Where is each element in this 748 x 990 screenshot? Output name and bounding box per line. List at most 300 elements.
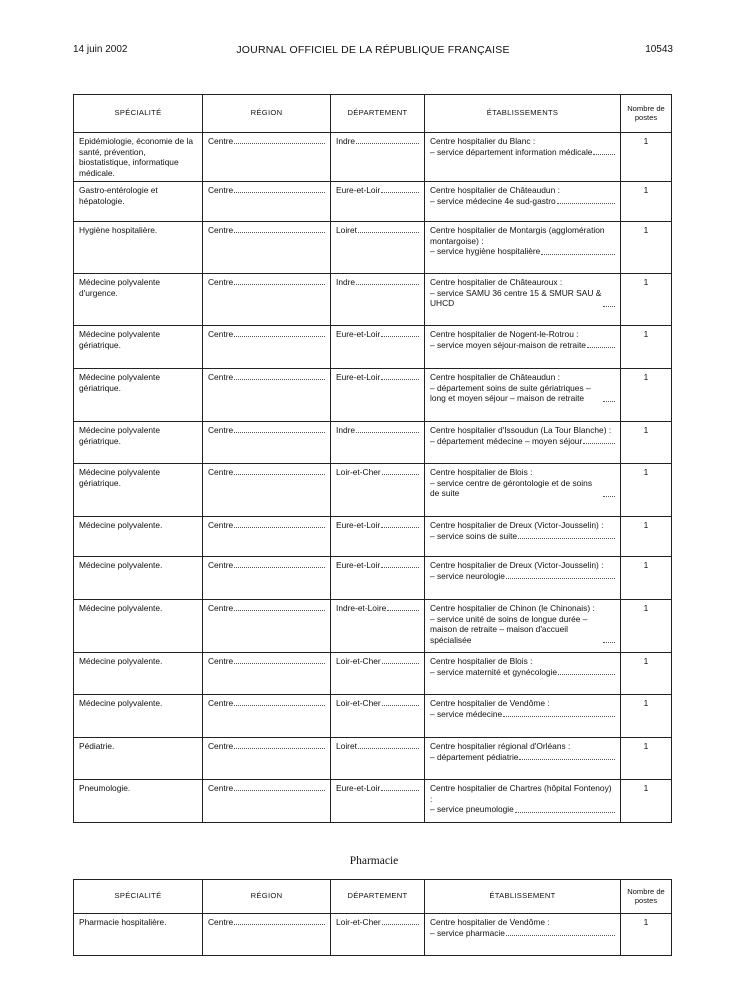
nombre-postes-value: 1 — [643, 467, 649, 477]
etablissement-cell — [425, 422, 621, 464]
service-text: – service hygiène hospitalière — [430, 246, 541, 256]
table-row — [74, 517, 672, 557]
header-departement: DÉPARTEMENT — [331, 95, 425, 133]
service-line — [430, 752, 615, 763]
nombre-postes-value: 1 — [643, 277, 649, 287]
table-row — [74, 369, 672, 422]
nombre-postes-value: 1 — [643, 225, 649, 235]
dot-leader — [234, 143, 325, 144]
etablissement-title: Centre hospitalier de Montargis (agglomération montargoise) : — [430, 225, 605, 246]
dot-leader — [593, 154, 615, 155]
departement-cell — [331, 326, 425, 369]
region-text: Centre — [208, 741, 234, 751]
nombre-postes-value: 1 — [643, 329, 649, 339]
service-line — [430, 478, 615, 499]
dot-leader — [381, 336, 419, 337]
nombre-postes-cell — [621, 369, 672, 422]
service-line — [430, 709, 615, 720]
region — [208, 741, 325, 752]
etablissement-cell — [425, 464, 621, 517]
etablissement-title: Centre hospitalier régional d'Orléans : — [430, 741, 571, 751]
dot-leader — [382, 924, 419, 925]
region-text: Centre — [208, 225, 234, 235]
region-cell — [203, 653, 331, 695]
specialite-cell — [74, 274, 203, 326]
region — [208, 656, 325, 667]
region-cell — [203, 914, 331, 956]
service-text: – service maternité et gynécologie — [430, 666, 558, 677]
nombre-postes-cell — [621, 695, 672, 738]
region-cell — [203, 422, 331, 464]
header-nombre-postes: Nombre de postes — [621, 880, 672, 914]
dot-leader — [234, 527, 325, 528]
specialite-text: Epidémiologie, économie de la santé, prévention, biostatistique, informatique médicale. — [79, 136, 194, 178]
specialite-text: Pédiatrie. — [79, 741, 115, 751]
dot-leader — [515, 812, 615, 813]
table-row — [74, 557, 672, 600]
region-text: Centre — [208, 425, 234, 435]
region-cell — [203, 517, 331, 557]
service-text: – service pharmacie — [430, 927, 505, 938]
service-text: – service centre de gérontologie et de soins de suite — [430, 477, 593, 498]
nombre-postes-value: 1 — [643, 656, 649, 666]
departement-cell — [331, 780, 425, 823]
departement — [336, 656, 419, 667]
dot-leader — [382, 474, 419, 475]
table-row — [74, 780, 672, 823]
region-cell — [203, 695, 331, 738]
departement — [336, 603, 419, 614]
nombre-postes-cell — [621, 422, 672, 464]
service-text: – département médecine – moyen séjour — [430, 435, 583, 446]
dot-leader — [506, 935, 615, 936]
region-text: Centre — [208, 560, 234, 570]
dot-leader — [506, 578, 615, 579]
service-text: – département pédiatrie — [430, 751, 519, 762]
nombre-postes-value: 1 — [643, 783, 649, 793]
table-row — [74, 274, 672, 326]
specialite-text: Médecine polyvalente gériatrique. — [79, 425, 161, 446]
specialite-text: Hygiène hospitalière. — [79, 225, 158, 235]
specialite-cell — [74, 557, 203, 600]
dot-leader — [356, 432, 419, 433]
etablissement-cell — [425, 369, 621, 422]
etablissement-cell — [425, 695, 621, 738]
nombre-postes-cell — [621, 133, 672, 182]
dot-leader — [234, 790, 325, 791]
service-line — [430, 804, 615, 815]
etablissement-title: Centre hospitalier de Châteaudun : — [430, 185, 560, 195]
region-cell — [203, 780, 331, 823]
departement-cell — [331, 517, 425, 557]
nombre-postes-cell — [621, 653, 672, 695]
region-cell — [203, 464, 331, 517]
page-number: 10543 — [645, 44, 673, 55]
dot-leader — [558, 674, 615, 675]
nombre-postes-cell — [621, 182, 672, 222]
departement — [336, 917, 419, 928]
nombre-postes-value: 1 — [643, 372, 649, 382]
region — [208, 225, 325, 236]
service-line — [430, 928, 615, 939]
service-text: – service moyen séjour-maison de retraite — [430, 339, 586, 350]
region — [208, 520, 325, 531]
service-text: – service unité de soins de longue durée – maison de retraite – maison d'accueil spécialisée — [430, 613, 588, 645]
etablissement-cell — [425, 182, 621, 222]
departement — [336, 425, 419, 436]
region-cell — [203, 182, 331, 222]
header-specialite: SPÉCIALITÉ — [74, 880, 203, 914]
journal-title: JOURNAL OFFICIEL DE LA RÉPUBLIQUE FRANÇAISE — [236, 44, 510, 56]
region-cell — [203, 274, 331, 326]
region-cell — [203, 222, 331, 274]
dot-leader — [381, 379, 419, 380]
departement — [336, 372, 419, 383]
dot-leader — [358, 748, 419, 749]
region-cell — [203, 133, 331, 182]
service-line — [430, 196, 615, 207]
dot-leader — [382, 663, 419, 664]
nombre-postes-cell — [621, 600, 672, 653]
etablissement-cell — [425, 557, 621, 600]
specialite-text: Médecine polyvalente gériatrique. — [79, 372, 161, 393]
specialite-text: Médecine polyvalente. — [79, 603, 163, 613]
region-text: Centre — [208, 917, 234, 927]
departement-text: Eure-et-Loir — [336, 783, 381, 793]
specialite-text: Médecine polyvalente. — [79, 560, 163, 570]
departement-cell — [331, 369, 425, 422]
etablissement-cell — [425, 914, 621, 956]
dot-leader — [234, 705, 325, 706]
departement-text: Indre — [336, 277, 356, 287]
dot-leader — [234, 748, 325, 749]
region-cell — [203, 557, 331, 600]
specialite-text: Médecine polyvalente. — [79, 520, 163, 530]
nombre-postes-value: 1 — [643, 136, 649, 146]
etablissement-cell — [425, 780, 621, 823]
specialite-text: Médecine polyvalente gériatrique. — [79, 329, 161, 350]
specialite-text: Pneumologie. — [79, 783, 131, 793]
specialite-cell — [74, 369, 203, 422]
nombre-postes-value: 1 — [643, 698, 649, 708]
departement-text: Eure-et-Loir — [336, 520, 381, 530]
departement-text: Loir-et-Cher — [336, 467, 381, 477]
pharmacie-table — [73, 879, 672, 956]
etablissement-cell — [425, 517, 621, 557]
etablissement-title: Centre hospitalier de Blois : — [430, 467, 533, 477]
service-line — [430, 667, 615, 678]
departement-text: Loir-et-Cher — [336, 656, 381, 666]
departement — [336, 329, 419, 340]
dot-leader — [234, 336, 325, 337]
specialite-cell — [74, 517, 203, 557]
specialite-text: Médecine polyvalente. — [79, 698, 163, 708]
departement-text: Loiret — [336, 225, 357, 235]
departement — [336, 560, 419, 571]
dot-leader — [583, 443, 615, 444]
dot-leader — [382, 705, 419, 706]
dot-leader — [234, 432, 325, 433]
nombre-postes-cell — [621, 780, 672, 823]
dot-leader — [234, 663, 325, 664]
departement — [336, 520, 419, 531]
table-row — [74, 326, 672, 369]
region — [208, 136, 325, 147]
table-row — [74, 222, 672, 274]
departement-text: Indre-et-Loire — [336, 603, 387, 613]
region-text: Centre — [208, 783, 234, 793]
nombre-postes-value: 1 — [643, 741, 649, 751]
region — [208, 329, 325, 340]
region-cell — [203, 326, 331, 369]
specialite-cell — [74, 422, 203, 464]
service-text: – service neurologie — [430, 570, 505, 581]
table-row — [74, 653, 672, 695]
service-line — [430, 614, 615, 646]
header-region: RÉGION — [203, 95, 331, 133]
nombre-postes-value: 1 — [643, 603, 649, 613]
specialite-cell — [74, 182, 203, 222]
departement-cell — [331, 274, 425, 326]
departement-text: Loiret — [336, 741, 357, 751]
dot-leader — [541, 254, 615, 255]
dot-leader — [234, 192, 325, 193]
nombre-postes-cell — [621, 464, 672, 517]
departement-cell — [331, 557, 425, 600]
dot-leader — [234, 379, 325, 380]
departement-text: Eure-et-Loir — [336, 329, 381, 339]
header-nombre-postes: Nombre de postes — [621, 95, 672, 133]
etablissement-title: Centre hospitalier de Nogent-le-Rotrou : — [430, 329, 579, 339]
departement-cell — [331, 600, 425, 653]
departement — [336, 783, 419, 794]
dot-leader — [603, 306, 615, 307]
region — [208, 603, 325, 614]
header-specialite: SPÉCIALITÉ — [74, 95, 203, 133]
specialite-cell — [74, 738, 203, 780]
departement-cell — [331, 695, 425, 738]
dot-leader — [519, 759, 615, 760]
departement-text: Loir-et-Cher — [336, 917, 381, 927]
nombre-postes-value: 1 — [643, 425, 649, 435]
region-text: Centre — [208, 136, 234, 146]
departement-text: Eure-et-Loir — [336, 560, 381, 570]
dot-leader — [557, 203, 615, 204]
region — [208, 425, 325, 436]
departement-cell — [331, 222, 425, 274]
dot-leader — [387, 610, 419, 611]
table-row — [74, 738, 672, 780]
etablissement-cell — [425, 326, 621, 369]
departement-cell — [331, 133, 425, 182]
service-text: – département soins de suite gériatriques – long et moyen séjour – maison de retraite — [430, 382, 591, 403]
departement — [336, 277, 419, 288]
departement — [336, 467, 419, 478]
dot-leader — [358, 232, 419, 233]
nombre-postes-cell — [621, 738, 672, 780]
dot-leader — [603, 642, 615, 643]
region-cell — [203, 738, 331, 780]
etablissement-title: Centre hospitalier de Chinon (le Chinonais) : — [430, 603, 595, 613]
dot-leader — [356, 143, 419, 144]
service-line — [430, 288, 615, 309]
etablissement-title: Centre hospitalier de Châteauroux : — [430, 277, 563, 287]
etablissement-cell — [425, 653, 621, 695]
departement-cell — [331, 914, 425, 956]
departement-text: Eure-et-Loir — [336, 372, 381, 382]
dot-leader — [587, 347, 615, 348]
etablissement-title: Centre hospitalier d'Issoudun (La Tour Blanche) : — [430, 425, 612, 435]
region-text: Centre — [208, 656, 234, 666]
region-text: Centre — [208, 603, 234, 613]
nombre-postes-cell — [621, 222, 672, 274]
service-line — [430, 436, 615, 447]
table-row — [74, 422, 672, 464]
page-header — [73, 44, 673, 58]
specialite-cell — [74, 326, 203, 369]
nombre-postes-value: 1 — [643, 520, 649, 530]
region-text: Centre — [208, 520, 234, 530]
region-text: Centre — [208, 372, 234, 382]
region-text: Centre — [208, 329, 234, 339]
region — [208, 560, 325, 571]
departement — [336, 185, 419, 196]
region-text: Centre — [208, 185, 234, 195]
region — [208, 467, 325, 478]
departement — [336, 136, 419, 147]
service-line — [430, 383, 615, 404]
dot-leader — [234, 474, 325, 475]
dot-leader — [234, 232, 325, 233]
specialites-table — [73, 94, 672, 823]
departement-cell — [331, 182, 425, 222]
departement-text: Indre — [336, 136, 356, 146]
etablissement-title: Centre hospitalier de Vendôme : — [430, 917, 550, 927]
table-row — [74, 133, 672, 182]
region — [208, 698, 325, 709]
region — [208, 917, 325, 928]
nombre-postes-cell — [621, 326, 672, 369]
etablissement-title: Centre hospitalier de Vendôme : — [430, 698, 550, 708]
region — [208, 783, 325, 794]
departement-text: Loir-et-Cher — [336, 698, 381, 708]
specialite-text: Médecine polyvalente. — [79, 656, 163, 666]
dot-leader — [234, 610, 325, 611]
region-cell — [203, 600, 331, 653]
dot-leader — [234, 567, 325, 568]
service-line — [430, 246, 615, 257]
nombre-postes-value: 1 — [643, 185, 649, 195]
service-line — [430, 147, 615, 158]
header-etablissements: ÉTABLISSEMENTS — [425, 95, 621, 133]
dot-leader — [234, 924, 325, 925]
etablissement-cell — [425, 600, 621, 653]
departement-cell — [331, 738, 425, 780]
etablissement-title: Centre hospitalier de Blois : — [430, 656, 533, 666]
etablissement-cell — [425, 222, 621, 274]
region — [208, 277, 325, 288]
etablissement-title: Centre hospitalier de Chartres (hôpital Fontenoy) : — [430, 783, 612, 804]
service-text: – service pneumologie — [430, 804, 514, 814]
specialite-text: Médecine polyvalente gériatrique. — [79, 467, 161, 488]
departement — [336, 225, 419, 236]
dot-leader — [381, 527, 419, 528]
specialite-cell — [74, 914, 203, 956]
header-date: 14 juin 2002 — [73, 44, 128, 55]
specialite-text: Pharmacie hospitalière. — [79, 917, 167, 927]
service-line — [430, 531, 615, 542]
nombre-postes-cell — [621, 557, 672, 600]
service-text: – service médecine 4e sud-gastro — [430, 195, 556, 206]
dot-leader — [603, 496, 615, 497]
specialite-cell — [74, 222, 203, 274]
etablissement-cell — [425, 133, 621, 182]
table-row — [74, 182, 672, 222]
service-line — [430, 571, 615, 582]
service-text: – service département information médicale — [430, 146, 593, 157]
specialite-cell — [74, 695, 203, 738]
region-text: Centre — [208, 277, 234, 287]
table-row — [74, 600, 672, 653]
etablissement-title: Centre hospitalier de Dreux (Victor-Jousselin) : — [430, 520, 604, 530]
section-title: Pharmacie — [349, 855, 399, 867]
header-etablissement: ÉTABLISSEMENT — [425, 880, 621, 914]
service-text: – service SAMU 36 centre 15 & SMUR SAU & UHCD — [430, 287, 602, 308]
departement-cell — [331, 653, 425, 695]
dot-leader — [503, 716, 615, 717]
etablissement-title: Centre hospitalier du Blanc : — [430, 136, 536, 146]
service-line — [430, 340, 615, 351]
specialite-cell — [74, 464, 203, 517]
nombre-postes-cell — [621, 914, 672, 956]
region — [208, 372, 325, 383]
specialite-cell — [74, 133, 203, 182]
nombre-postes-cell — [621, 274, 672, 326]
service-text: – service soins de suite — [430, 530, 518, 541]
region-cell — [203, 369, 331, 422]
header-region: RÉGION — [203, 880, 331, 914]
departement — [336, 698, 419, 709]
region — [208, 185, 325, 196]
departement-cell — [331, 422, 425, 464]
dot-leader — [381, 790, 419, 791]
departement-cell — [331, 464, 425, 517]
specialite-text: Médecine polyvalente d'urgence. — [79, 277, 161, 298]
specialite-text: Gastro-entérologie et hépatologie. — [79, 185, 158, 206]
dot-leader — [518, 538, 615, 539]
header-departement: DÉPARTEMENT — [331, 880, 425, 914]
dot-leader — [381, 192, 419, 193]
specialite-cell — [74, 653, 203, 695]
dot-leader — [603, 401, 615, 402]
nombre-postes-cell — [621, 517, 672, 557]
etablissement-title: Centre hospitalier de Châteaudun : — [430, 372, 560, 382]
region-text: Centre — [208, 467, 234, 477]
departement-text: Eure-et-Loir — [336, 185, 381, 195]
dot-leader — [234, 284, 325, 285]
nombre-postes-value: 1 — [643, 917, 649, 927]
departement — [336, 741, 419, 752]
dot-leader — [356, 284, 419, 285]
nombre-postes-value: 1 — [643, 560, 649, 570]
table-row — [74, 695, 672, 738]
etablissement-title: Centre hospitalier de Dreux (Victor-Jousselin) : — [430, 560, 604, 570]
region-text: Centre — [208, 698, 234, 708]
dot-leader — [381, 567, 419, 568]
table-row — [74, 464, 672, 517]
etablissement-cell — [425, 738, 621, 780]
table-row — [74, 914, 672, 956]
